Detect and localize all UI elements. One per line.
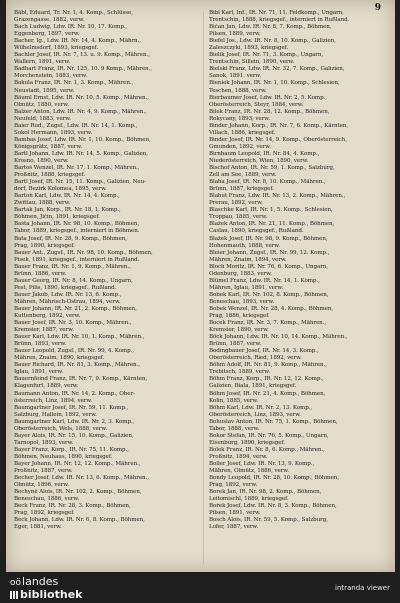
text-line: Becher Josef, Ldw. IR. Nr. 13, 6. Komp., Mähren.,	[14, 475, 149, 482]
logo-line-2	[10, 589, 82, 601]
text-line: Bondy Leopold, IR. Nr. 28, 10. Komp., Böhmen,	[209, 475, 339, 482]
text-line: Bobek Karl, IR. Nr. 102, 8. Komp., Böhmen,	[209, 291, 329, 298]
text-line: Bleier Johann, Zugsf., IR. Nr. 99, 12. Komp.,	[209, 249, 330, 256]
text-line: Salzburg, Hallein, 1892, verw.	[14, 411, 97, 418]
text-line: Oberösterreich, Wels, 1888, verw.	[14, 425, 108, 432]
text-line: Bosch Alois, IR. Nr. 59, 5. Komp., Salzburg,	[209, 517, 328, 524]
text-line: Teschen, 1888, verw.	[209, 87, 267, 94]
text-line: Pilsen, 1891, verw.	[209, 510, 261, 517]
text-line: Bauer Georg, IR. Nr. 8, 14. Komp., Ungarn,	[14, 277, 133, 284]
text-line: Bauer Josef, IR. Nr. 3, 10. Komp., Mähren.,	[14, 320, 132, 327]
text-line: Brünn, 1887, kriegsgef.	[209, 186, 274, 193]
text-line: Beneschau, 1886, verw.	[14, 496, 80, 503]
text-line: österreich, Linz, 1894, verw.	[14, 397, 93, 404]
text-line: Zwittau, 1888, verw.	[14, 200, 71, 207]
text-line: Blaschke Karl, IR. Nr. 1, 5. Komp., Schlesien,	[209, 207, 333, 214]
text-line: Borek Jan, IR. Nr. 98, 2. Komp., Böhmen,	[209, 489, 322, 496]
text-line: Kolin, 1885, verw.	[209, 397, 259, 404]
text-line: Prag, 1890, kriegsgef.	[14, 242, 75, 249]
text-line: Eisenburg, 1890, kriegsgef.	[209, 439, 285, 446]
left-column	[14, 10, 192, 531]
text-line: Prerau, 1892, verw.	[209, 200, 263, 207]
text-line: Hohenmauth, 1888, verw.	[209, 242, 280, 249]
text-line: Mähren, Mährisch-Ostrau, 1894, verw.	[14, 298, 121, 305]
text-line: Bokor Stefan, IR. Nr. 76, 5. Komp., Ungarn,	[209, 432, 329, 439]
text-line: Iglau, 1891, verw.	[14, 369, 64, 376]
text-line: Wilhelmsdorf, 1893, kriegsgef.	[14, 45, 99, 52]
text-line: Birnbaum Leopold, IR. Nr. 84, 4. Komp.,	[209, 150, 320, 157]
text-line: Biefel Jos., Ldw. IR. Nr. 8, 10. Komp., Galizien,	[209, 38, 336, 45]
scanned-page	[6, 0, 395, 572]
text-line: Blažek Anton, IR. Nr. 21, 11. Komp., Böhmen,	[209, 221, 335, 228]
text-line: Olmütz, 1880, verw.	[14, 101, 69, 108]
text-line: Böhmen, Neuhaus, 1890, kriegsgef.	[14, 453, 113, 460]
text-line: Bašta Johann, IR. Nr. 98, 10. Komp., Böhmen,	[14, 221, 140, 228]
text-line: Bielski Franz, Ldw. IR. Nr. 32, 7. Komp., Galizien,	[209, 66, 345, 73]
text-line: Bilek Franz, IR. Nr. 28, 12. Komp., Böhmen,	[209, 108, 330, 115]
text-line: Mähren, Znaim, 1890, kriegsgef.	[14, 355, 105, 362]
text-line: Kremsier, 1887, verw.	[14, 327, 74, 334]
text-line: Baťa Josef, IR. Nr. 28, 9. Komp., Böhmen,	[14, 235, 127, 242]
text-line: Bakula Franz, IR. Nr. 1, 3. Komp., Mähren.,	[14, 80, 134, 87]
text-line: Blahut Franz, Ldw. IR. Nr. 13, 2. Komp., Mähren.,	[209, 193, 346, 200]
text-line: Badhart Franz, IR. Nr. 125, 10. 9 Komp., Mähren.,	[14, 66, 152, 73]
text-line: Blažek Josef, IR. Nr. 98, 9. Komp., Böhmen,	[209, 235, 328, 242]
text-line: Bechyně Alois, IR. Nr. 102, 2. Komp., Böhmen,	[14, 489, 142, 496]
page-number: 9	[374, 3, 381, 13]
library-logo[interactable]	[10, 576, 82, 601]
text-line: Sanok, 1891, verw.	[209, 73, 262, 80]
right-column-lines	[209, 10, 385, 531]
text-line: Bauer Karl, Ldw. IR. Nr. 10, 1. Komp., Mähren.,	[14, 334, 145, 341]
text-line: Bobek Wenzel, IR. Nr. 28, 4. Komp., Böhmen,	[209, 305, 334, 312]
text-line: Beck Johann, Ldw. IR. Nr. 6, 8. Komp., Böhmen,	[14, 517, 145, 524]
text-line: Tábor, 1889, kriegsgef., interniert in Böhmen.	[14, 228, 140, 235]
text-line: Bielik Josef, IR. Nr. 71, 3. Komp., Ungarn,	[209, 52, 324, 59]
text-line: Zaleszczyki, 1893, kriegsgef.	[209, 45, 289, 52]
text-line: Brünn, 1887, verw.	[209, 341, 262, 348]
text-line: Niederösterreich, Wien, 1890, verw.	[209, 157, 309, 164]
text-line: Bieniek Johann, IR. Nr. 1, 10. Komp., Schlesien,	[209, 80, 340, 87]
text-line: Bohuslav Anton, IR. Nr. 75, 1. Komp., Böhmen,	[209, 418, 338, 425]
text-line: Bartl Johann, Ldw. IR. Nr. 14, 5. Komp., Galizien,	[14, 150, 148, 157]
text-line: Neustadt, 1895, verw.	[14, 87, 75, 94]
text-line: Brünn, 1893, verw.	[14, 341, 67, 348]
text-line: Baumgartner Karl, Ldw. IR. Nr. 2, 3. Komp.,	[14, 418, 135, 425]
text-line: Binder Josef, IR. Nr. 14, 9. Komp., Oberösterreich,	[209, 136, 347, 143]
text-line: Bauer Leopold, Zugsf., IR. Nr. 99, 4. Komp.,	[14, 348, 134, 355]
text-line: Bierbaumer Josef, Ldw. IR. Nr. 2, 5. Komp.,	[209, 94, 327, 101]
text-line: Oberösterreich, Linz, 1893, verw.	[209, 411, 301, 418]
logo-prefix: oö	[10, 578, 22, 588]
text-line: Böhm Franz, Korp., IR. Nr. 12, 12. Komp.,	[209, 376, 324, 383]
text-line: Barták Jan, Korp., IR. Nr. 18, 1. Komp.,	[14, 207, 121, 214]
left-column-lines	[14, 10, 192, 531]
text-line: Galizien, Biala, 1891, kriegsgef.	[209, 383, 297, 390]
text-line: Bischof Anton, IR. Nr. 59, 1. Komp., Salzburg,	[209, 165, 335, 172]
text-line: Bodingbauer Josef, IR. Nr. 14, 3. Komp.,	[209, 348, 319, 355]
text-line: Bayer Alois, IR. Nr. 15, 10. Komp., Galizien,	[14, 432, 134, 439]
logo-word-bibliothek: bibliothek	[20, 588, 83, 601]
text-line: Olmütz, 1896, verw.	[14, 482, 69, 489]
text-line: Pest, Pilis, 1890, kriegsgef., Rußland.	[14, 284, 117, 291]
text-line: Bambas Josef, Ldw. IR. Nr. 1, 10. Komp., Böhmen,	[14, 136, 151, 143]
text-line: Bäbl, Eduard, Tr. Nr. 1, 4. Komp., Schlüsse,	[14, 10, 133, 16]
text-line: Pisek, 1891, kriegsgef., interniert in Rußland.	[14, 256, 140, 263]
text-line: Rokycany, 1893, verw.	[209, 115, 270, 122]
text-line: Binder Johann, Korp., IR. Nr. 7, 6. Komp., Kärnten,	[209, 122, 349, 129]
text-line: Bäuml Ernst, Ldw. IR. Nr. 10, 5. Komp., Mähren.,	[14, 94, 149, 101]
text-line: Gmunden, 1892, verw.	[209, 143, 271, 150]
column-divider	[203, 12, 204, 564]
text-line: Troppau, 1885, verw.	[209, 214, 268, 221]
text-line: Tarnopol, 1893, verw.	[14, 439, 74, 446]
text-line: Neufeld, 1883, verw.	[14, 115, 71, 122]
text-line: Mähren, Iglau, 1891, verw.	[209, 284, 284, 291]
text-line: Bartl Josef, IR. Nr. 15, 11. Komp., Galizien, Neu-	[14, 179, 146, 186]
text-line: Trentschin, 1888, kriegsgef., interniert in Rußland.	[209, 17, 350, 24]
text-line: Eggenberg, 1897, verw.	[14, 31, 80, 38]
text-line: Bauer Ant., Zugsf., IR. Nr. 98, 10. Komp., Böhmen,	[14, 249, 153, 256]
text-line: Leitomischl, 1889, kriegsgef.	[209, 496, 289, 503]
text-line: dorf, Bezirk Kolomea, 1895, verw.	[14, 186, 107, 193]
text-line: Trebitsch, 1889, verw.	[209, 369, 271, 376]
text-line: Königsgrätz, 1887, verw.	[14, 143, 83, 150]
text-line: Blaha Josef, IR. Nr. 8, 10. Komp., Mähren.,	[209, 179, 326, 186]
text-line: Morchenstein, 1883, verw.	[14, 73, 88, 80]
text-line: Prag, 1892, verw.	[209, 482, 258, 489]
text-line: Kuttenberg, 1892, verw.	[14, 313, 81, 320]
text-line: Bičan Jan, Ldw. IR. Nr. 8, 7. Komp., Böhmen,	[209, 24, 332, 31]
viewer-footer	[0, 572, 400, 603]
text-line: Bartoš Wenzel, IR. Nr. 17, 1. Komp., Mähren.,	[14, 165, 140, 172]
text-line: Grazengasse, 1882, verw.	[14, 17, 85, 24]
text-line: Baier Rud., Zugsf., Ldw. IR. Nr. 14, 1. Komp.,	[14, 122, 138, 129]
right-column	[209, 10, 385, 531]
text-line: Bauer Johann, IR. Nr. 21, 2. Komp., Böhmen,	[14, 305, 137, 312]
text-line: Böck Johann, Ldw. IR. Nr. 10, 14. Komp., Mähren.,	[209, 334, 348, 341]
text-line: Bauer Jakob, Ldw. IR. Nr. 13, 6. Komp.,	[14, 291, 122, 298]
text-line: Bořek Josef, Ldw. IR. Nr. 8, 3. Komp., Böhmen,	[209, 503, 337, 510]
text-line: Mähren, Znaim, 1894, verw.	[209, 256, 287, 263]
text-line: Bachler Josef, IR. Nr. 7, 13. u. 9. Komp., Mähren.,	[14, 52, 150, 59]
text-line: Bauer Richard, IR. Nr. 81, 3. Komp., Mähren.,	[14, 362, 140, 369]
text-line: Oberösterreich, Ried, 1892, verw.	[209, 355, 302, 362]
text-line: Eger, 1881, verw.	[14, 524, 62, 531]
text-line: Böhm Karl, Ldw. IR. Nr. 2, 13. Komp.,	[209, 404, 313, 411]
text-line: Zell am See, 1889, verw.	[209, 172, 277, 179]
text-line: Prag, 1892, kriegsgef.	[14, 510, 75, 517]
viewer-label[interactable]: intranda viewer	[335, 584, 390, 592]
text-line: Oberösterreich, Steyr, 1884, verw.	[209, 101, 304, 108]
text-line: Bartoň Karl, Ldw. IR. Nr. 14, 4. Komp.,	[14, 193, 120, 200]
text-line: Časlau, 1890, kriegsgef., Rußland.	[209, 228, 304, 235]
text-line: Bolek Franz, IR. Nr. 8, 6. Komp., Mähren.,	[209, 446, 325, 453]
text-line: Klagenfurt, 1889, verw.	[14, 383, 79, 390]
text-line: Balzer Anton, Ldw. IR. Nr. 4, 9. Komp., Mähren.,	[14, 108, 147, 115]
text-line: Bauernfeind Franz, IR. Nr. 7, 9. Komp., Kärnten,	[14, 376, 148, 383]
text-line: Pilsen, 1889, verw.	[209, 31, 261, 38]
text-line: Bocek Franz, IR. Nr. 3, 7. Komp., Mähren.,	[209, 320, 327, 327]
text-line: Trentschin, Sillein, 1890, verw.	[209, 59, 295, 66]
text-line: Proßnitz, 1887, verw.	[14, 468, 73, 475]
text-line: Bach Ludwig, Ldw. IR. Nr. 10, 17. Komp.,	[14, 24, 128, 31]
text-line: Boller Josef, Ldw. IR. Nr. 13, 9. Komp.,	[209, 461, 315, 467]
text-line: Beck Franz, IR. Nr. 28, 3. Komp., Böhmen,	[14, 503, 131, 510]
text-line: Böhmen, Jičín, 1891, kriegsgef.	[14, 214, 100, 221]
text-line: Bloch Moritz, IR. Nr. 76, 6. Komp., Ungarn,	[209, 263, 328, 270]
text-line: Bayer Franz, Korp., IR. Nr. 75, 11. Komp.,	[14, 446, 129, 453]
logo-word-landes: landes	[22, 575, 59, 588]
text-line: Brünn, 1886, verw.	[14, 270, 67, 277]
text-line: Villach, 1886, kriegsgef.	[209, 129, 276, 136]
text-line: Krosno, 1890, verw.	[14, 157, 69, 164]
logo-bars-icon	[10, 591, 18, 599]
text-line: Lofer, 1887, verw.	[209, 524, 259, 531]
text-line: Böhm Josef, IR. Nr. 21, 4. Komp., Böhmen,	[209, 390, 326, 397]
text-line: Wallern, 1891, verw.	[14, 59, 71, 66]
text-line: Prag, 1886, kriegsgef.	[209, 313, 270, 320]
text-line: Proßnitz, 1888, kriegsgef.	[14, 172, 86, 179]
text-line: Bayer Johann, IR. Nr. 12, 12. Komp., Mähren.,	[14, 461, 141, 467]
text-line: Bibl Karl, Inf., IR. Nr. 71, 11. Feldkomp., Ungarn,	[209, 10, 344, 16]
text-line: Mähren, Olmütz, 1886, verw.	[209, 468, 289, 475]
text-line: Tábor, 1888, verw.	[209, 425, 260, 432]
text-line: Bauer Franz, IR. Nr. 1, 9. Komp., Mähren.,	[14, 263, 131, 270]
text-line: Bacher, Ig., Ldw. IR. Nr. 14, 4. Komp., Mährn.,	[14, 38, 141, 45]
text-line: Kremsier, 1890, verw.	[209, 327, 269, 334]
text-line: Böhm Adolf, IR. Nr. 81, 9. Komp., Mähren.,	[209, 362, 327, 369]
text-line: Sokol Hermann, 1893, verw.	[14, 129, 93, 136]
text-line: Ödenburg, 1883, verw.	[209, 270, 272, 277]
text-line: Baumann Anton, IR. Nr. 14, 2. Komp., Ober-	[14, 390, 135, 397]
text-line: Blümel Franz, Ldw. IR. Nr. 14, 1. Komp.,	[209, 277, 320, 284]
text-line: Beneschau, 1893, verw.	[209, 298, 275, 305]
text-line: Proßnitz, 1894, verw.	[209, 453, 268, 460]
text-line: Baumgartner Josef, IR. Nr. 59, 11. Komp.,	[14, 404, 129, 411]
